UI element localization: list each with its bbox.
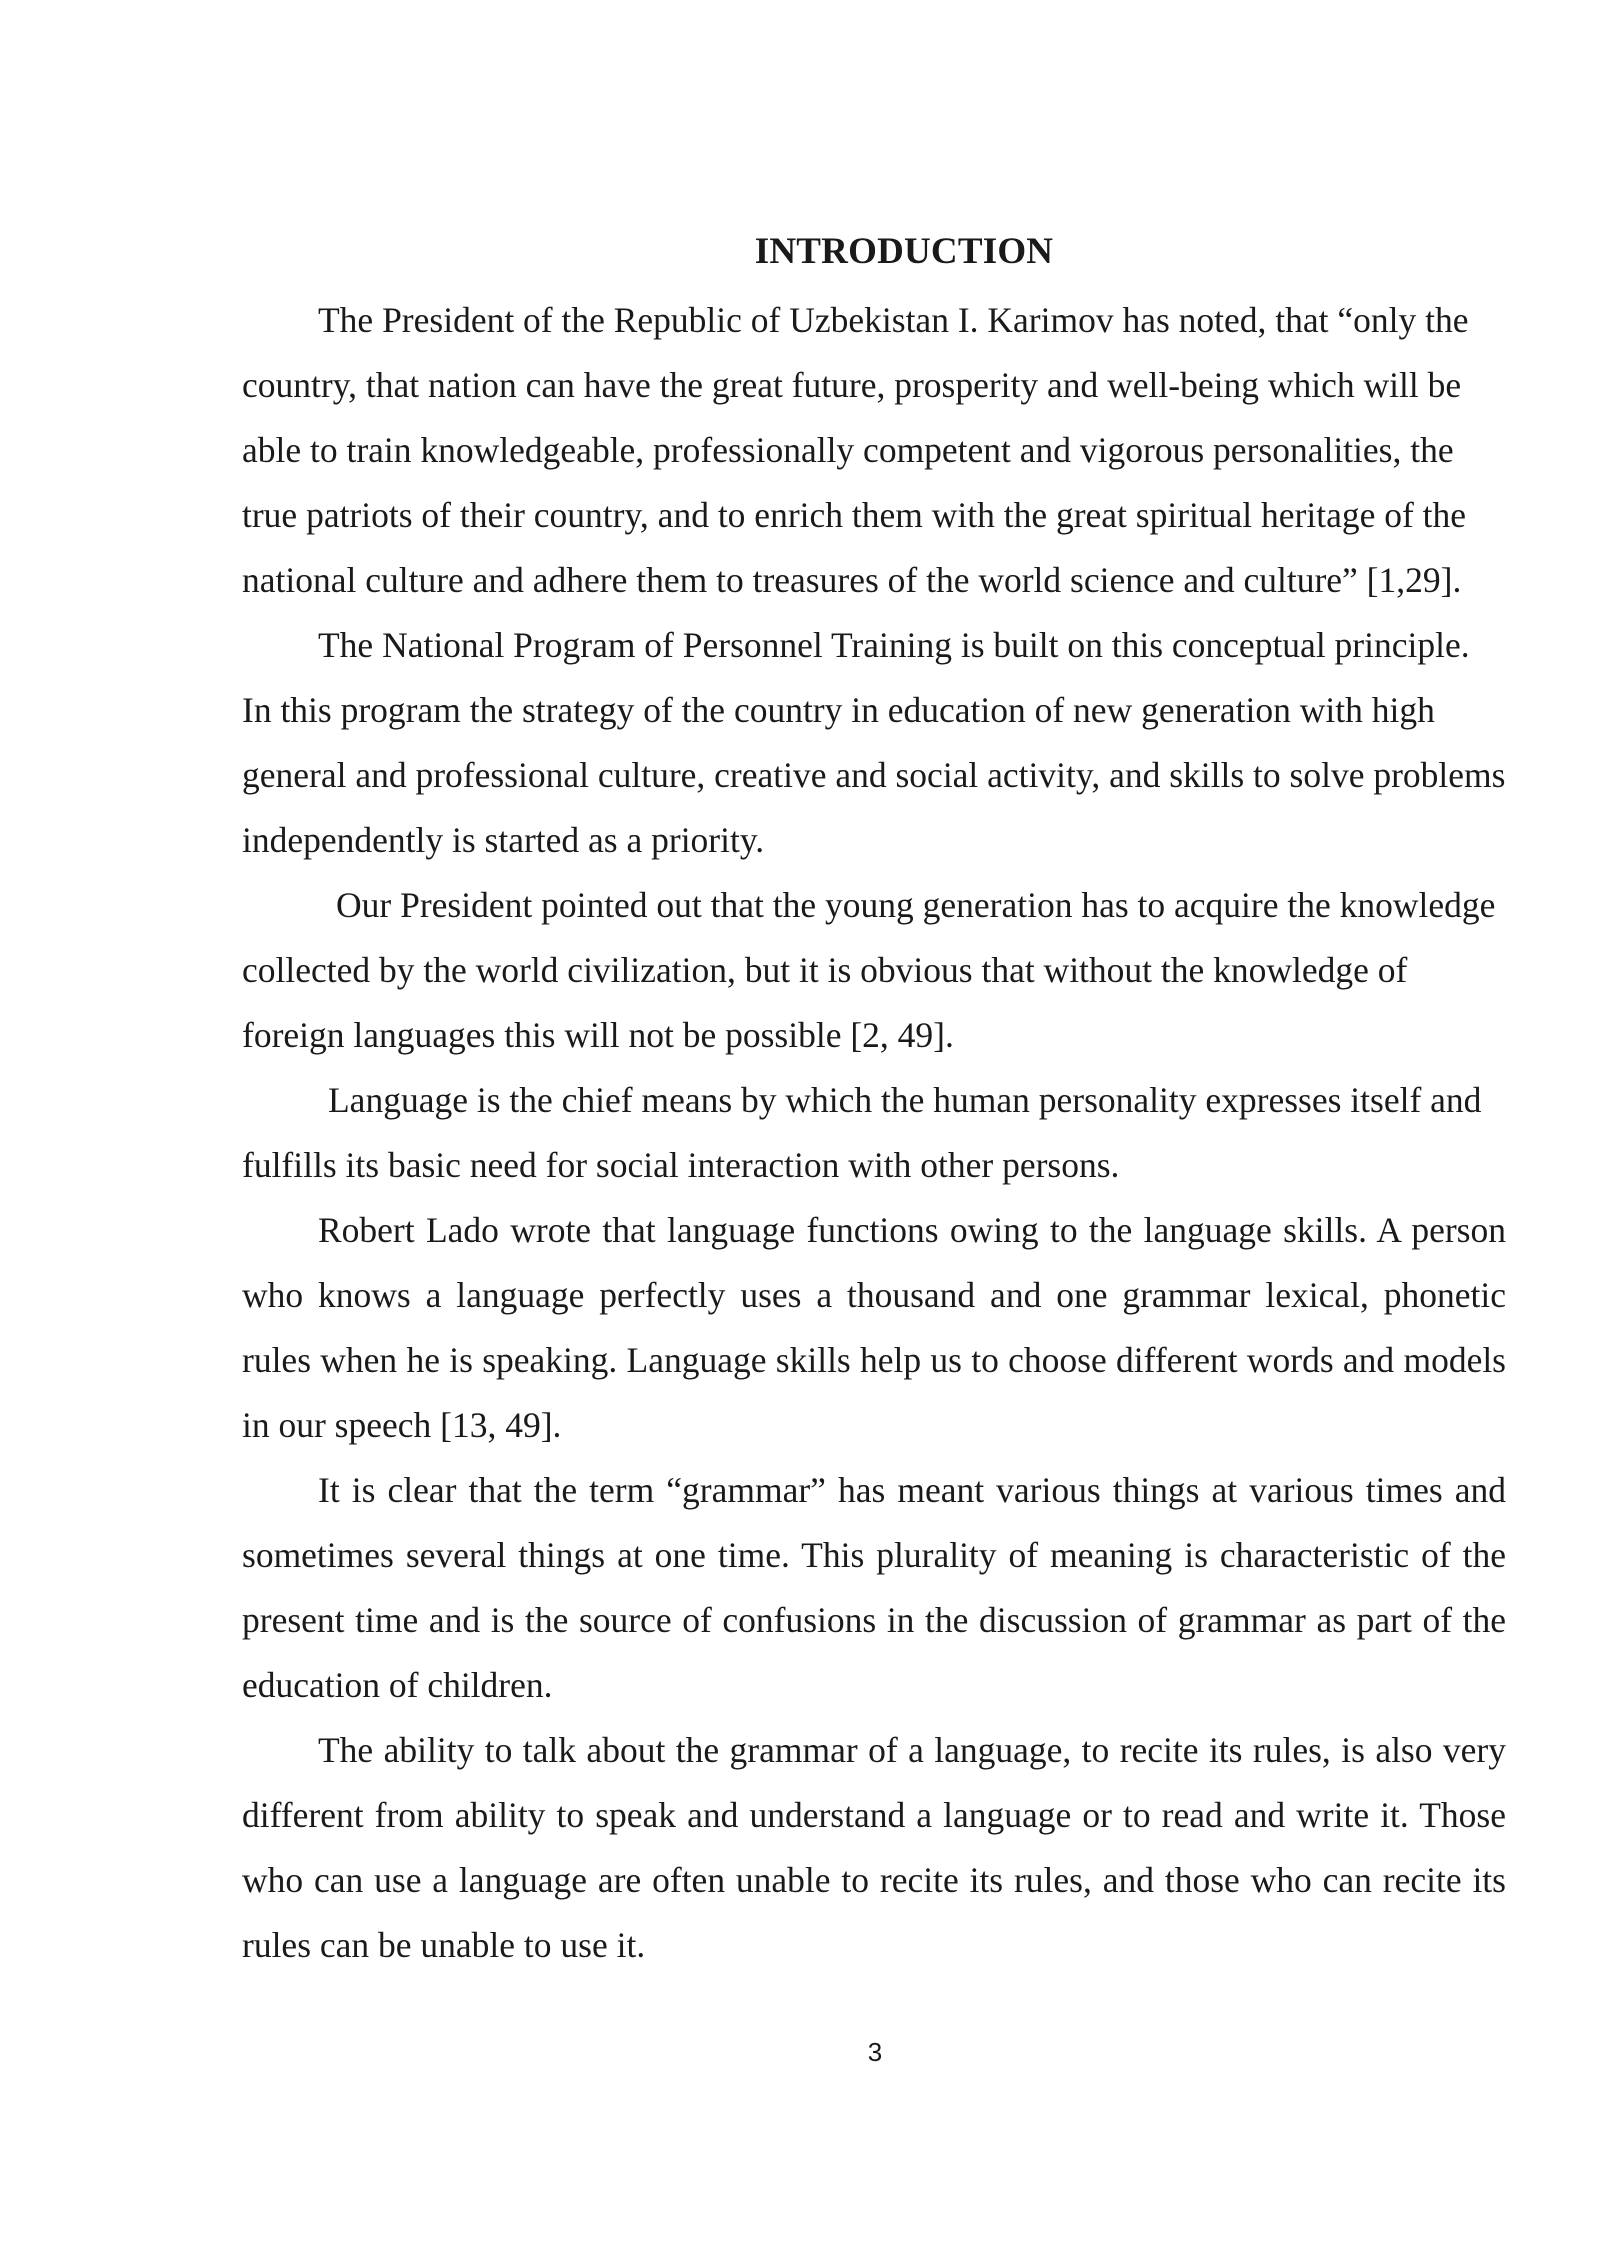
paragraph-robert-lado: Robert Lado wrote that language functions owing to the language skills. A person who knows a language perfectly uses a thousand and one grammar lexical, phonetic rules when he is speaking. Language skills help us to choose different words and models in our speech [13, 49].: [242, 1210, 1506, 1445]
paragraph-ability-grammar: The ability to talk about the grammar of a language, to recite its rules, is also very different from ability to speak and understand a language or to read and write it. Those who can use a language are often unable to recite its rules, and those who can recite its rules can be unable to use it.: [242, 1730, 1506, 1965]
page-number: 3: [867, 2037, 883, 2067]
document-body: [242, 222, 1506, 1978]
paragraph-president-quote: The President of the Republic of Uzbekistan I. Karimov has noted, that “only the country, that nation can have the great future, prosperity and well-being which will be able to train knowledgeable, professionally competent and vigorous personalities, the true patriots of their country, and to enrich them with the great spiritual heritage of the national culture and adhere them to treasures of the world science and culture” [1,29].: [242, 300, 1469, 600]
paragraph-language-means: Language is the chief means by which the human personality expresses itself and fulfills its basic need for social interaction with other persons.: [242, 1080, 1482, 1185]
paragraph-foreign-languages: Our President pointed out that the young generation has to acquire the knowledge collected by the world civilization, but it is obvious that without the knowledge of foreign languages this will not be possible [2, 49].: [242, 885, 1496, 1055]
paragraph-term-grammar: It is clear that the term “grammar” has meant various things at various times and sometimes several things at one time. This plurality of meaning is characteristic of the present time and is the source of confusions in the discussion of grammar as part of the education of children.: [242, 1470, 1506, 1705]
page-title: INTRODUCTION: [754, 231, 1054, 272]
paragraph-national-program: The National Program of Personnel Training is built on this conceptual principle. In this program the strategy of the country in education of new generation with high general and professional culture, creative and social activity, and skills to solve problems independently is started as a priority.: [242, 625, 1506, 860]
